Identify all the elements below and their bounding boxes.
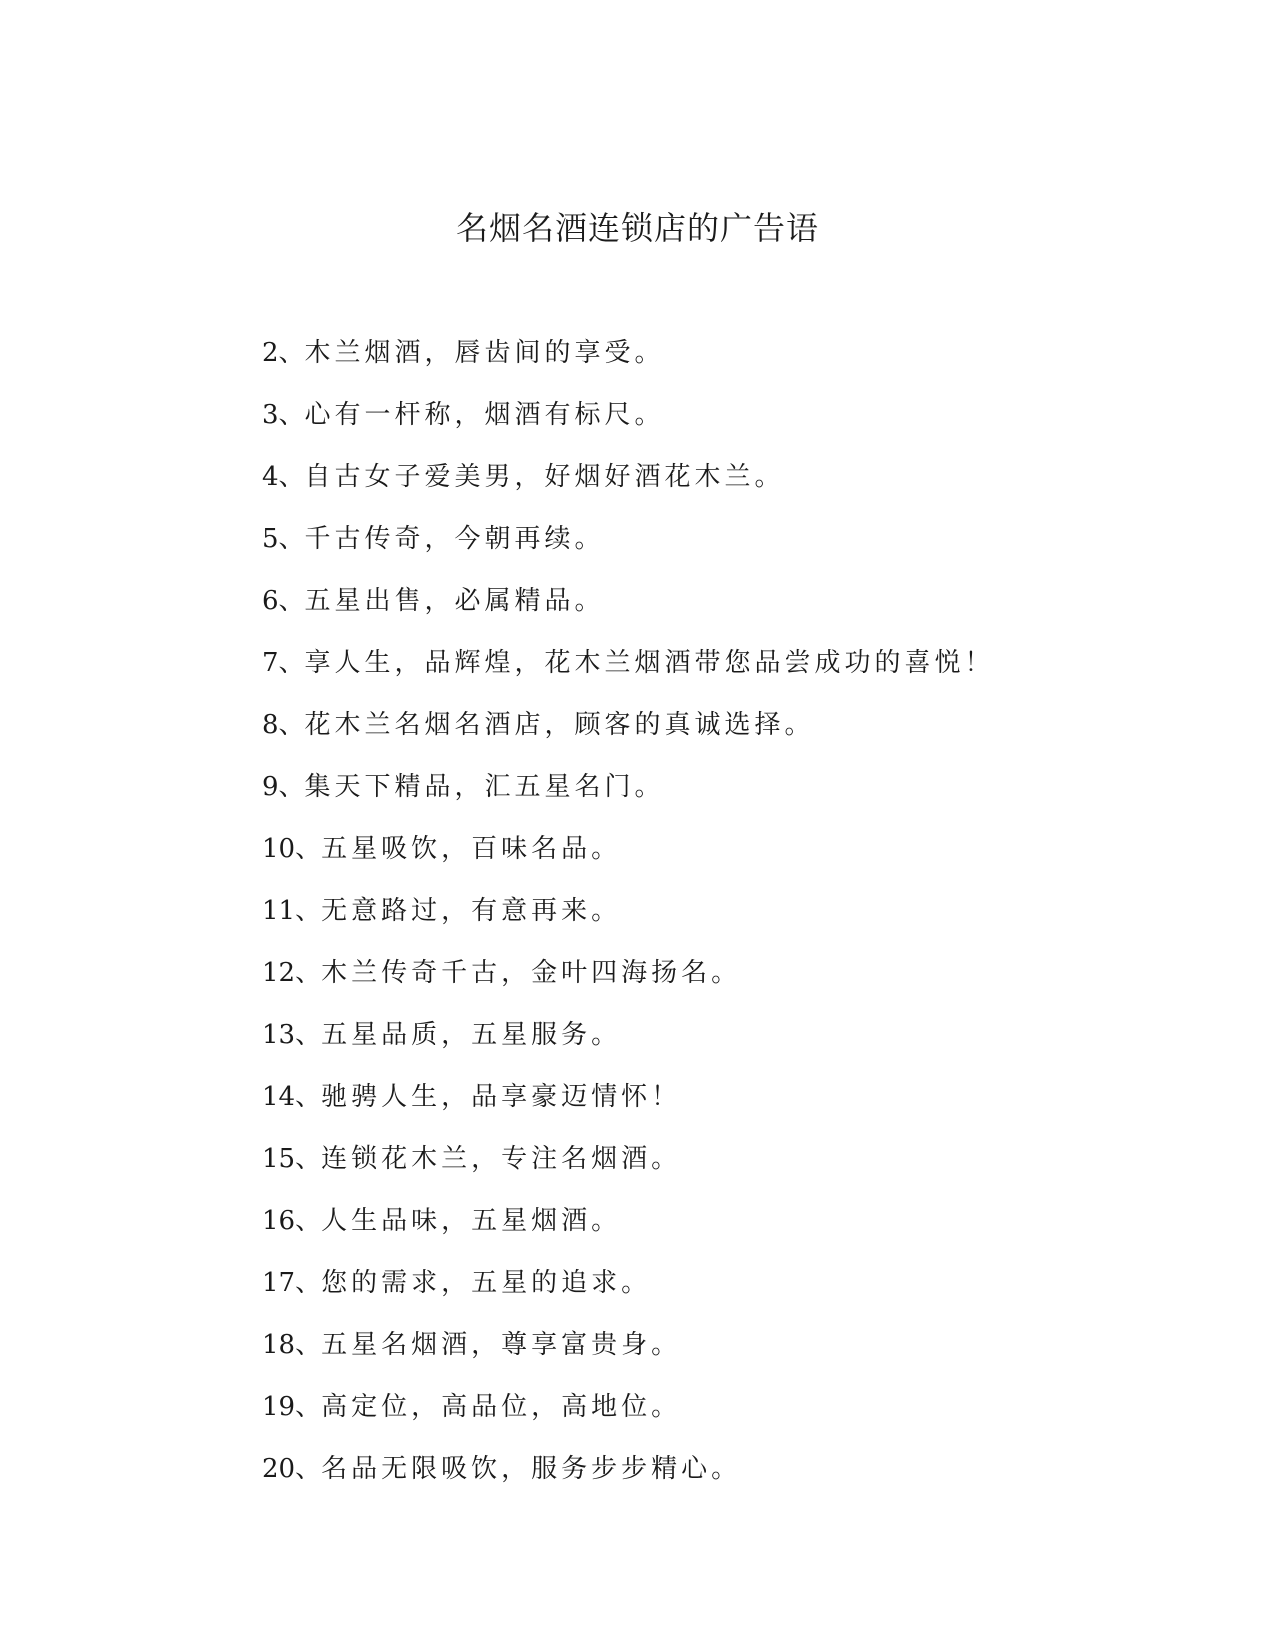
- list-item: [262, 893, 995, 955]
- list-item: [262, 521, 995, 583]
- item-text: 五星出售，必属精品。: [304, 586, 605, 616]
- item-number: 10、: [262, 834, 322, 864]
- list-item: [262, 459, 995, 521]
- item-number: 17、: [262, 1268, 322, 1298]
- item-text: 心有一杆称，烟酒有标尺。: [304, 400, 665, 430]
- item-text: 木兰传奇千古，金叶四海扬名。: [321, 958, 742, 988]
- item-text: 五星名烟酒，尊享富贵身。: [321, 1330, 682, 1360]
- list-item: [262, 645, 995, 707]
- item-number: 7、: [262, 648, 305, 678]
- item-number: 4、: [262, 462, 305, 492]
- item-text: 花木兰名烟名酒店，顾客的真诚选择。: [304, 710, 815, 740]
- list-item: [262, 583, 995, 645]
- item-text: 人生品味，五星烟酒。: [321, 1206, 622, 1236]
- item-number: 18、: [262, 1330, 322, 1360]
- item-number: 12、: [262, 958, 322, 988]
- item-number: 16、: [262, 1206, 322, 1236]
- item-number: 6、: [262, 586, 305, 616]
- item-text: 五星品质，五星服务。: [321, 1020, 622, 1050]
- item-number: 19、: [262, 1392, 322, 1422]
- item-text: 自古女子爱美男，好烟好酒花木兰。: [304, 462, 785, 492]
- document-title: 名烟名酒连锁店的广告语: [455, 209, 819, 247]
- item-number: 8、: [262, 710, 305, 740]
- item-text: 五星吸饮，百味名品。: [321, 834, 622, 864]
- list-item: [262, 707, 995, 769]
- item-text: 享人生，品辉煌，花木兰烟酒带您品尝成功的喜悦！: [304, 648, 995, 678]
- item-number: 11、: [262, 896, 322, 926]
- list-item: [262, 955, 995, 1017]
- item-text: 名品无限吸饮，服务步步精心。: [321, 1454, 742, 1484]
- list-item: [262, 1327, 995, 1389]
- item-number: 13、: [262, 1020, 322, 1050]
- item-number: 20、: [262, 1454, 322, 1484]
- list-item: [262, 1203, 995, 1265]
- item-text: 驰骋人生，品享豪迈情怀！: [321, 1082, 682, 1112]
- list-item: [262, 769, 995, 831]
- item-number: 15、: [262, 1144, 322, 1174]
- item-text: 无意路过，有意再来。: [321, 896, 622, 926]
- list-item: [262, 1017, 995, 1079]
- item-number: 9、: [262, 772, 305, 802]
- item-text: 千古传奇，今朝再续。: [304, 524, 605, 554]
- item-number: 14、: [262, 1082, 322, 1112]
- list-item: [262, 397, 995, 459]
- list-item: [262, 1079, 995, 1141]
- item-text: 集天下精品，汇五星名门。: [304, 772, 665, 802]
- list-item: [262, 335, 995, 397]
- list-item: [262, 1389, 995, 1451]
- item-text: 木兰烟酒，唇齿间的享受。: [304, 338, 665, 368]
- list-item: [262, 831, 995, 893]
- item-text: 您的需求，五星的追求。: [321, 1268, 652, 1298]
- slogan-list: [262, 335, 995, 1513]
- item-number: 5、: [262, 524, 305, 554]
- list-item: [262, 1141, 995, 1203]
- item-text: 连锁花木兰，专注名烟酒。: [321, 1144, 682, 1174]
- list-item: [262, 1451, 995, 1513]
- item-text: 高定位，高品位，高地位。: [321, 1392, 682, 1422]
- item-number: 3、: [262, 400, 305, 430]
- item-number: 2、: [262, 338, 305, 368]
- list-item: [262, 1265, 995, 1327]
